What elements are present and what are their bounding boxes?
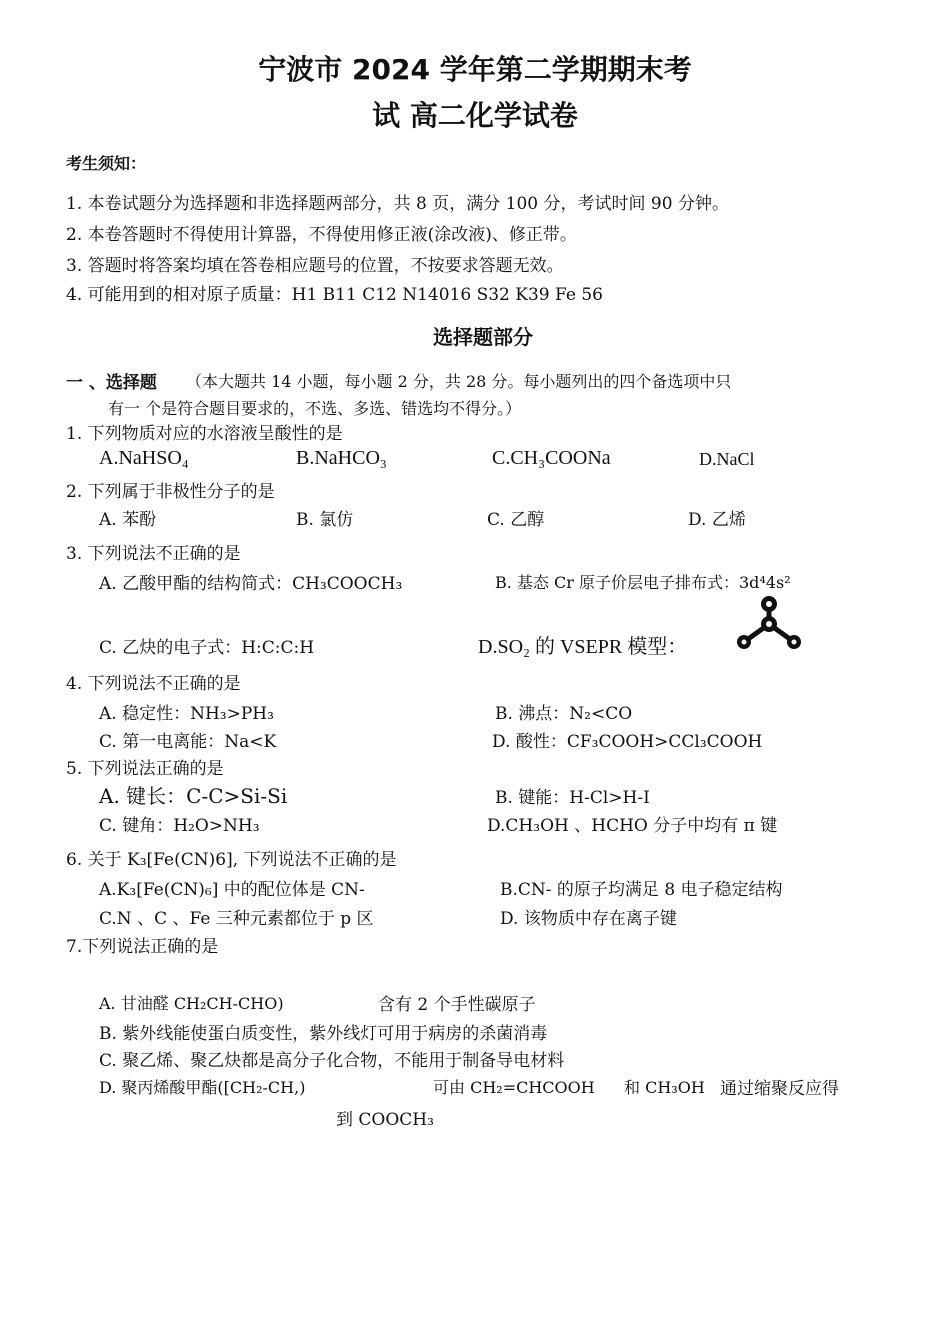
q7-option-a-formula: A. 甘油醛 CH₂CH-CHO) — [99, 994, 284, 1013]
q7-option-d-reaction: 通过缩聚反应得 — [720, 1079, 839, 1099]
q1-option-d: D.NaCl — [699, 449, 755, 469]
notice-1: 1. 本卷试题分为选择题和非选择题两部分，共 8 页，满分 100 分，考试时间 90 分钟。 — [66, 194, 729, 214]
q3-option-a: A. 乙酸甲酯的结构简式：CH₃COOCH₃ — [99, 574, 403, 594]
q3-option-d: D.SO₂ 的 VSEPR 模型： — [478, 636, 688, 658]
q1-option-c: C.CH₃COONa — [492, 447, 611, 469]
notice-4: 4. 可能用到的相对原子质量：H1 B11 C12 N14016 S32 K39 Fe 56 — [66, 285, 603, 305]
q5-stem: 5. 下列说法正确的是 — [66, 759, 224, 779]
q3-stem: 3. 下列说法不正确的是 — [66, 544, 241, 564]
section-heading: 选择题部分 — [433, 325, 533, 349]
q7-option-d-monomer: 可由 CH₂=CHCOOH — [433, 1078, 595, 1097]
q3-option-c: C. 乙炔的电子式：H:C:C:H — [99, 638, 315, 658]
q2-option-d: D. 乙烯 — [688, 510, 746, 530]
q7-option-d-polymer: D. 聚丙烯酸甲酯([CH₂-CH,) — [99, 1078, 306, 1097]
part-heading-desc-2: 有一 个是符合题目要求的，不选、多选、错选均不得分。） — [108, 399, 522, 418]
notice-heading: 考生须知： — [66, 154, 147, 173]
q7-stem: 7.下列说法正确的是 — [66, 937, 219, 957]
q1-option-a: A.NaHSO₄ — [99, 447, 189, 469]
q5-option-d: D.CH₃OH 、HCHO 分子中均有 π 键 — [487, 816, 778, 836]
q2-option-c: C. 乙醇 — [487, 510, 545, 530]
q1-option-b: B.NaHCO₃ — [296, 447, 387, 469]
part-heading-desc-1: （本大题共 14 小题，每小题 2 分，共 28 分。每小题列出的四个备选项中只 — [186, 372, 732, 391]
q7-option-a-text: 含有 2 个手性碳原子 — [378, 995, 536, 1015]
notice-2: 2. 本卷答题时不得使用计算器，不得使用修正液(涂改液)、修正带。 — [66, 225, 577, 245]
q3-option-b: B. 基态 Cr 原子价层电子排布式：3d⁴4s² — [495, 573, 791, 592]
q6-stem: 6. 关于 K₃[Fe(CN)6], 下列说法不正确的是 — [66, 850, 397, 870]
q5-option-c: C. 键角：H₂O>NH₃ — [99, 816, 260, 836]
q4-option-b: B. 沸点：N₂<CO — [495, 704, 633, 724]
q5-option-a: A. 键长：C-C>Si-Si — [99, 784, 288, 808]
q6-option-b: B.CN- 的原子均满足 8 电子稳定结构 — [500, 880, 783, 900]
part-heading-label: 一 、选择题 — [66, 373, 157, 393]
q7-option-d-alcohol: 和 CH₃OH — [624, 1078, 705, 1097]
q4-option-c: C. 第一电离能：Na<K — [99, 732, 277, 752]
so2-vsepr-model-icon — [734, 594, 804, 652]
q2-stem: 2. 下列属于非极性分子的是 — [66, 482, 275, 502]
q4-stem: 4. 下列说法不正确的是 — [66, 674, 241, 694]
q7-option-b: B. 紫外线能使蛋白质变性，紫外线灯可用于病房的杀菌消毒 — [99, 1024, 548, 1044]
q5-option-b: B. 键能：H-Cl>H-I — [495, 788, 650, 808]
q2-option-b: B. 氯仿 — [296, 510, 354, 530]
q7-option-c: C. 聚乙烯、聚乙炔都是高分子化合物，不能用于制备导电材料 — [99, 1051, 565, 1071]
q6-option-a: A.K₃[Fe(CN)₆] 中的配位体是 CN- — [99, 880, 365, 900]
q6-option-d: D. 该物质中存在离子键 — [500, 909, 677, 929]
q2-option-a: A. 苯酚 — [99, 510, 157, 530]
page-title-line-2: 试 高二化学试卷 — [372, 99, 578, 132]
notice-3: 3. 答题时将答案均填在答卷相应题号的位置，不按要求答题无效。 — [66, 256, 564, 276]
q4-option-d: D. 酸性：CF₃COOH>CCl₃COOH — [492, 732, 763, 752]
page-title-line-1: 宁波市 2024 学年第二学期期末考 — [258, 53, 692, 86]
q4-option-a: A. 稳定性：NH₃>PH₃ — [99, 704, 274, 724]
q6-option-c: C.N 、C 、Fe 三种元素都位于 p 区 — [99, 909, 374, 929]
q7-option-d-continued: 到 COOCH₃ — [336, 1110, 434, 1130]
q1-stem: 1. 下列物质对应的水溶液呈酸性的是 — [66, 424, 343, 444]
